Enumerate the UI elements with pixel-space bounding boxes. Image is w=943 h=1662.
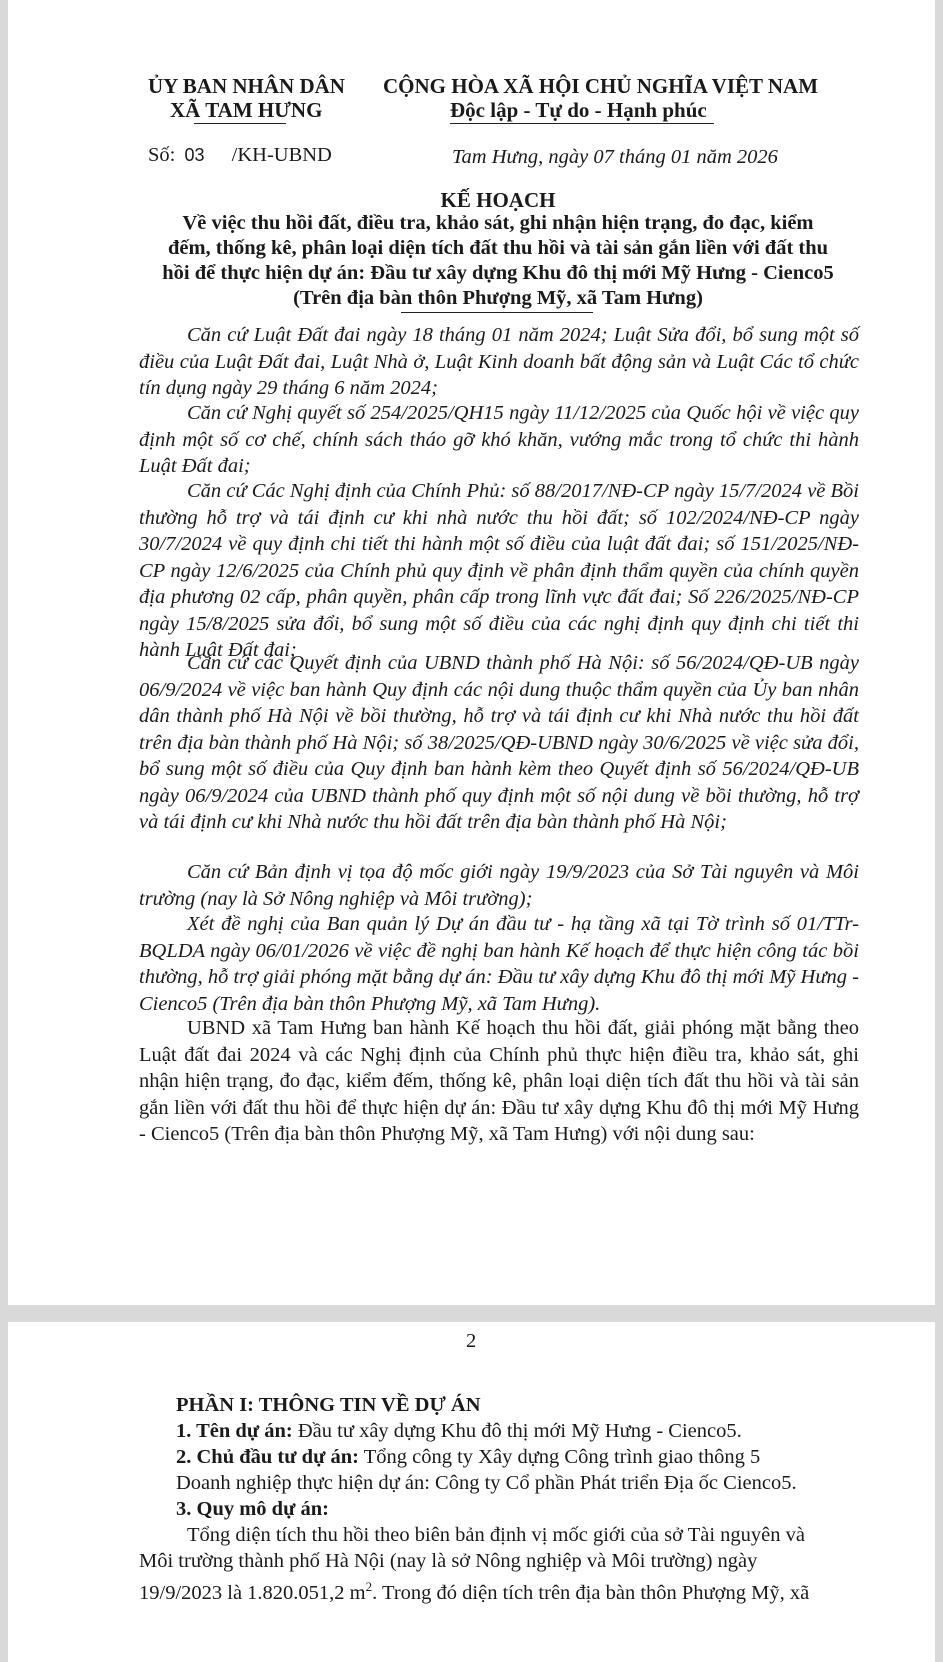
scale-paragraph-line <box>139 1574 859 1606</box>
nation-name: CỘNG HÒA XÃ HỘI CHỦ NGHĨA VIỆT NAM <box>383 74 819 98</box>
investor-item <box>176 1444 896 1470</box>
item-label: 1. Tên dự án: <box>176 1420 293 1442</box>
subtitle-line: đếm, thống kê, phân loại diện tích đất thu hồi và tài sản gắn liền với đất thu <box>167 237 829 259</box>
item-label: 2. Chủ đầu tư dự án: <box>176 1446 359 1468</box>
item-text: Đầu tư xây dựng Khu đô thị mới Mỹ Hưng - Cienco5. <box>292 1420 742 1442</box>
page-number: 2 <box>466 1330 477 1352</box>
legal-basis-paragraph: Căn cứ Nghị quyết số 254/2025/QH15 ngày 11/12/2025 của Quốc hội về việc quy định một số cơ chế, chính sách tháo gỡ khó khăn, vướng mắc trong tổ chức thi hành Luật Đất đai; <box>139 402 859 477</box>
agency-name-line1: ỦY BAN NHÂN DÂN <box>148 74 345 98</box>
legal-basis-paragraph: Căn cứ Luật Đất đai ngày 18 tháng 01 năm 2024; Luật Sửa đổi, bổ sung một số điều của Luật Đất đai, Luật Nhà ở, Luật Kinh doanh bất động sản và Luật Các tổ chức tín dụng ngày 29 tháng 6 năm 2024; <box>139 324 859 399</box>
agency-underline <box>194 123 286 124</box>
document-page-2 <box>8 1322 935 1662</box>
subtitle-line: (Trên địa bàn thôn Phượng Mỹ, xã Tam Hưng) <box>293 287 703 309</box>
document-subtitle <box>128 211 868 311</box>
motto-underline <box>450 123 714 124</box>
number-label: Số: <box>148 144 176 166</box>
number-value: 03 <box>184 145 205 165</box>
legal-basis-paragraph: Căn cứ các Quyết định của UBND thành phố Hà Nội: số 56/2024/QĐ-UB ngày 06/9/2024 về việc ban hành Quy định các nội dung thuộc thẩm quyền của Ủy ban nhân dân thành phố Hà Nội về bồi thường, hỗ trợ và tái định cư khi Nhà nước thu hồi đất trên địa bàn thành phố Hà Nội; số 38/2025/QĐ-UBND ngày 30/6/2025 về việc sửa đổi, bổ sung một số điều của Quy định ban hành kèm theo Quyết định số 56/2024/QĐ-UB ngày 06/9/2024 của UBND thành phố quy định một số nội dung về bồi thường, hỗ trợ và tái định cư khi Nhà nước thu hồi đất trên địa bàn thành phố Hà Nội; <box>139 652 859 833</box>
scale-item-label: 3. Quy mô dự án: <box>176 1498 329 1520</box>
nation-motto: Độc lập - Tự do - Hạnh phúc <box>450 98 707 122</box>
scale-paragraph-line: Tổng diện tích thu hồi theo biên bản định vị mốc giới của sở Tài nguyên và <box>187 1524 805 1546</box>
item-text: Tổng công ty Xây dựng Công trình giao thông 5 <box>358 1446 761 1468</box>
project-name-item <box>176 1418 896 1444</box>
agency-name-line2: XÃ TAM HƯNG <box>170 98 323 122</box>
number-suffix: /KH-UBND <box>231 144 332 166</box>
developer-line: Doanh nghiệp thực hiện dự án: Công ty Cổ phần Phát triển Địa ốc Cienco5. <box>176 1472 797 1494</box>
scale-paragraph-line: Môi trường thành phố Hà Nội (nay là sở Nông nghiệp và Môi trường) ngày <box>139 1550 758 1572</box>
area-text: . Trong đó diện tích trên địa bàn thôn Phượng Mỹ, xã <box>372 1581 810 1604</box>
place-date: Tam Hưng, ngày 07 tháng 01 năm 2026 <box>452 146 778 168</box>
subtitle-line: Về việc thu hồi đất, điều tra, khảo sát, ghi nhận hiện trạng, đo đạc, kiểm <box>182 212 814 234</box>
decision-paragraph: UBND xã Tam Hưng ban hành Kế hoạch thu hồi đất, giải phóng mặt bằng theo Luật đất đai 2024 và các Nghị định của Chính phủ thực hiện điều tra, khảo sát, ghi nhận hiện trạng, đo đạc, kiểm đếm, thống kê, phân loại diện tích đất thu hồi và tài sản gắn liền với đất thu hồi để thực hiện dự án: Đầu tư xây dựng Khu đô thị mới Mỹ Hưng - Cienco5 (Trên địa bàn thôn Phượng Mỹ, xã Tam Hưng) với nội dung sau: <box>139 1017 859 1145</box>
legal-basis-paragraph: Căn cứ Bản định vị tọa độ mốc giới ngày 19/9/2023 của Sở Tài nguyên và Môi trường (nay là Sở Nông nghiệp và Môi trường); <box>139 861 859 910</box>
area-value: 19/9/2023 là 1.820.051,2 m <box>139 1581 366 1604</box>
section-heading: PHẦN I: THÔNG TIN VỀ DỰ ÁN <box>176 1394 481 1416</box>
subtitle-line: hồi để thực hiện dự án: Đầu tư xây dựng Khu đô thị mới Mỹ Hưng - Cienco5 <box>162 262 834 284</box>
document-number <box>148 144 332 167</box>
proposal-paragraph: Xét đề nghị của Ban quản lý Dự án đầu tư - hạ tầng xã tại Tờ trình số 01/TTr-BQLDA ngày 06/01/2026 về việc đề nghị ban hành Kế hoạch để thực hiện công tác bồi thường, hỗ trợ giải phóng mặt bằng dự án: Đầu tư xây dựng Khu đô thị mới Mỹ Hưng - Cienco5 (Trên địa bàn thôn Phượng Mỹ, xã Tam Hưng). <box>139 913 859 1015</box>
document-heading: KẾ HOẠCH <box>440 188 556 212</box>
document-page-1 <box>8 0 935 1305</box>
area-unit-exponent: 2 <box>365 1579 373 1594</box>
title-underline <box>401 312 593 313</box>
legal-basis-paragraph: Căn cứ Các Nghị định của Chính Phủ: số 88/2017/NĐ-CP ngày 15/7/2024 về Bồi thường hỗ trợ và tái định cư khi nhà nước thu hồi đất; số 102/2024/NĐ-CP ngày 30/7/2024 về quy định chi tiết thi hành một số điều của luật đất đai; số 151/2025/NĐ-CP ngày 12/6/2025 của Chính phủ quy định về phân định thẩm quyền của chính quyền địa phương 02 cấp, phân quyền, phân cấp trong lĩnh vực đất đai; Số 226/2025/NĐ-CP ngày 15/8/2025 sửa đổi, bổ sung một số điều của các nghị định quy định chi tiết thi hành Luật Đất đai; <box>139 480 859 661</box>
